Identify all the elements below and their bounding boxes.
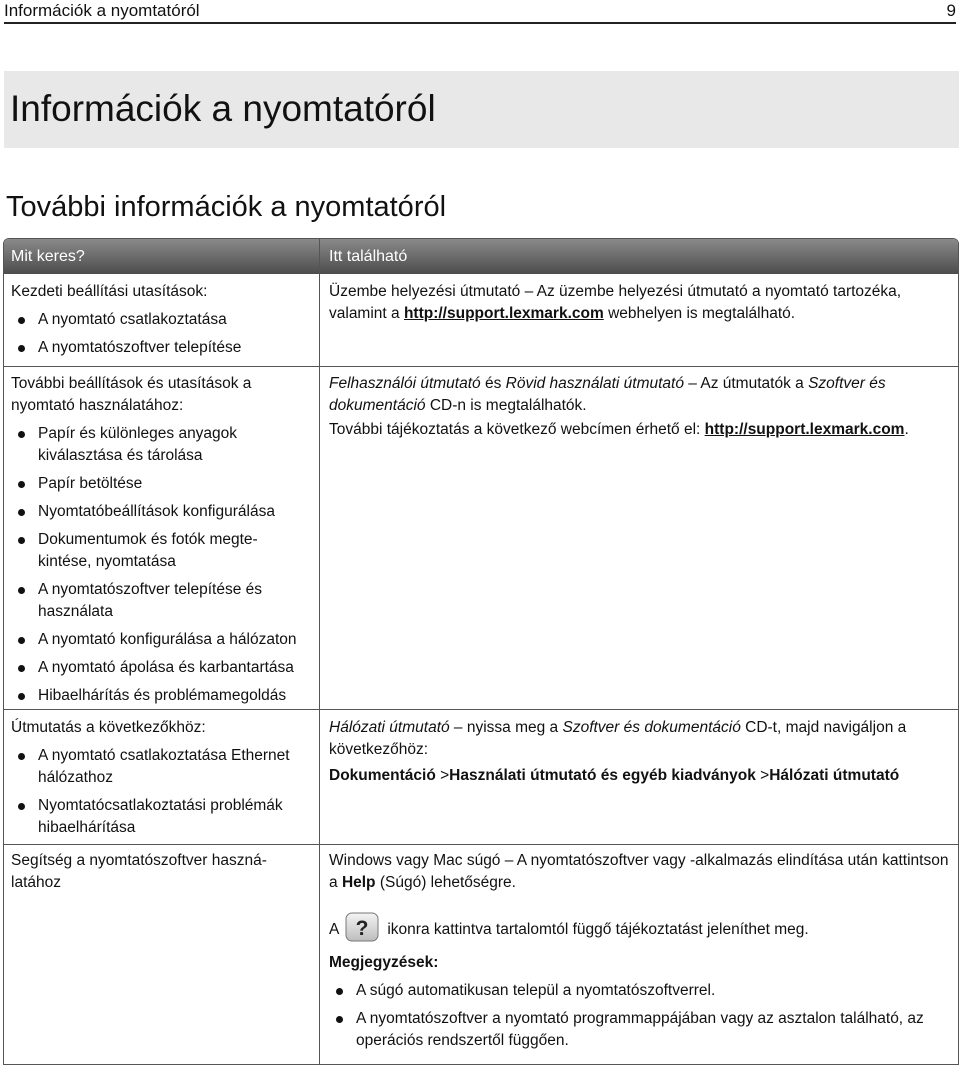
row-divider xyxy=(4,366,958,367)
row3-right xyxy=(329,717,954,787)
support-link-2[interactable]: http://support.lexmark.com xyxy=(704,421,905,438)
row1-left xyxy=(11,281,311,359)
list-item: Dokumentumok és fotók megte-kintése, nyomtatása xyxy=(11,529,311,573)
row4-left xyxy=(11,850,311,894)
row3-left xyxy=(11,717,311,839)
list-item: Nyomtatócsatlakoztatási problémák hibaelhárítása xyxy=(11,795,311,839)
list-item: Hibaelhárítás és problémamegoldás xyxy=(11,685,311,707)
support-link[interactable]: http://support.lexmark.com xyxy=(403,305,604,322)
row2-text: Felhasználói útmutató és Rövid használati útmutató – Az útmutatók a Szoftver és dokumentáció CD-n is megtalálhatók. xyxy=(329,375,886,414)
row2-left xyxy=(11,373,311,707)
row4-right xyxy=(329,850,954,1052)
list-item: A nyomtatószoftver telepítése és használata xyxy=(11,579,311,623)
help-question-icon xyxy=(345,912,379,942)
col-header-right: Itt található xyxy=(329,248,408,265)
table-header xyxy=(4,239,958,274)
row3-text: Hálózati útmutató – nyissa meg a Szoftver és dokumentáció CD-t, majd navigáljon a következőhöz: xyxy=(329,719,907,758)
running-title: Információk a nyomtatóról xyxy=(4,1,200,20)
row-divider xyxy=(4,844,958,845)
page-number: 9 xyxy=(946,1,956,20)
list-item: Nyomtatóbeállítások konfigurálása xyxy=(11,501,311,523)
row2-right xyxy=(329,373,954,441)
list-item: A nyomtatószoftver a nyomtató programmappájában vagy az asztalon található, az operációs rendszertől függően. xyxy=(329,1008,954,1052)
row3-label: Útmutatás a következőkhöz: xyxy=(11,719,206,736)
list-item: A nyomtató ápolása és karbantartása xyxy=(11,657,311,679)
notes-list xyxy=(329,980,954,1052)
list-item: A nyomtatószoftver telepítése xyxy=(11,337,311,359)
row2-text-2: További tájékoztatás a következő webcímen érhető el: http://support.lexmark.com. xyxy=(329,421,909,438)
running-header xyxy=(4,0,956,24)
navigation-path: Dokumentáció >Használati útmutató és egyéb kiadványok >Hálózati útmutató xyxy=(329,767,900,784)
row4-text: Windows vagy Mac súgó – A nyomtatószoftver vagy -alkalmazás elindítása után kattintson a Help (Súgó) lehetőségre. xyxy=(329,852,949,891)
row2-label: További beállítások és utasítások a nyomtató használatához: xyxy=(11,375,252,414)
list-item: Papír és különleges anyagok kiválasztása és tárolása xyxy=(11,423,311,467)
list-item: A nyomtató csatlakoztatása Ethernet hálózathoz xyxy=(11,745,311,789)
col-header-left: Mit keres? xyxy=(11,248,85,265)
row1-text: Üzembe helyezési útmutató – Az üzembe helyezési útmutató a nyomtató tartozéka, valamint a http://support.lexmark.com webhelyen is megtalálható. xyxy=(329,283,902,322)
row4-label: Segítség a nyomtatószoftver haszná-latához xyxy=(11,852,267,891)
list-item: A nyomtató csatlakoztatása xyxy=(11,309,311,331)
notes-label: Megjegyzések: xyxy=(329,954,439,971)
row2-list xyxy=(11,423,311,707)
column-divider xyxy=(319,239,320,1064)
list-item: A súgó automatikusan települ a nyomtatószoftverrel. xyxy=(329,980,954,1002)
row-divider xyxy=(4,709,958,710)
list-item: A nyomtató konfigurálása a hálózaton xyxy=(11,629,311,651)
svg-text:?: ? xyxy=(355,917,369,940)
list-item: Papír betöltése xyxy=(11,473,311,495)
section-title: További információk a nyomtatóról xyxy=(6,191,447,223)
row1-right xyxy=(329,281,954,325)
row1-list xyxy=(11,309,311,359)
info-table xyxy=(3,238,959,1065)
row3-list xyxy=(11,745,311,839)
row1-label: Kezdeti beállítási utasítások: xyxy=(11,283,208,300)
help-icon-line: A ? ikonra kattintva tartalomtól függő tájékoztatást jeleníthet meg. xyxy=(329,912,954,942)
chapter-title: Információk a nyomtatóról xyxy=(10,88,436,129)
